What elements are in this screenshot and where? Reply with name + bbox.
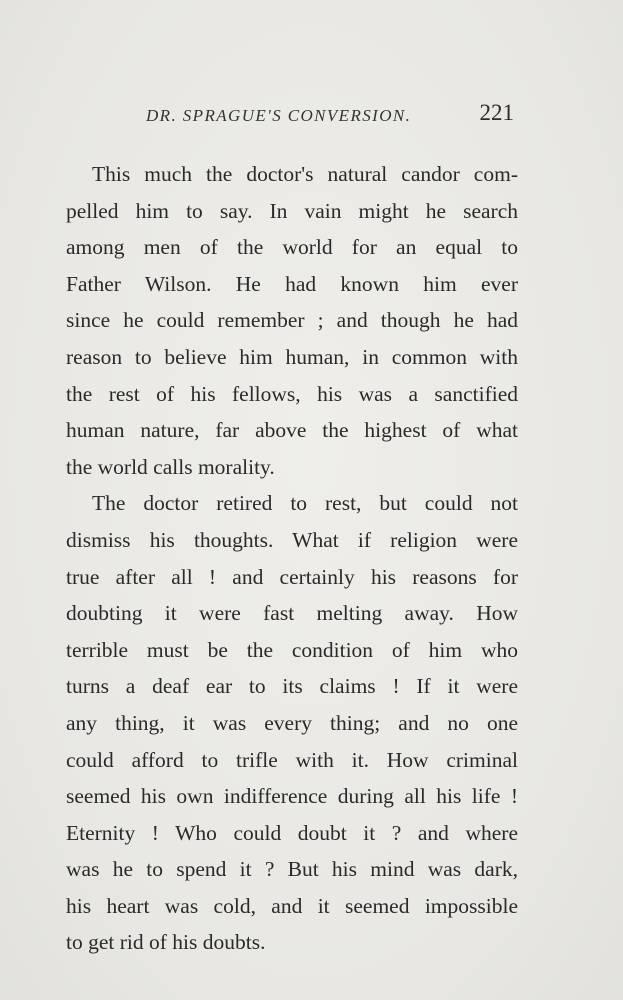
text-line: The doctor retired to rest, but could not bbox=[92, 491, 518, 516]
text-line: any thing, it was every thing; and no one bbox=[66, 710, 518, 735]
text-line: his heart was cold, and it seemed impossible bbox=[66, 893, 518, 918]
paragraph bbox=[66, 156, 518, 485]
text-line: reason to believe him human, in common with bbox=[66, 344, 518, 369]
text-line: to get rid of his doubts. bbox=[66, 930, 266, 955]
text-line: turns a deaf ear to its claims ! If it were bbox=[66, 674, 518, 699]
text-line: This much the doctor's natural candor com- bbox=[92, 162, 518, 186]
running-header bbox=[70, 100, 518, 132]
text-line: among men of the world for an equal to bbox=[66, 235, 518, 260]
text-line: the world calls morality. bbox=[66, 454, 275, 479]
text-line: human nature, far above the highest of what bbox=[66, 418, 518, 443]
body-text bbox=[66, 156, 518, 961]
text-line: the rest of his fellows, his was a sanctified bbox=[66, 381, 518, 406]
text-line: since he could remember ; and though he had bbox=[66, 308, 518, 333]
page-number: 221 bbox=[479, 100, 514, 125]
text-line: could afford to trifle with it. How criminal bbox=[66, 747, 518, 772]
text-line: seemed his own indifference during all his life ! bbox=[66, 784, 518, 809]
text-line: was he to spend it ? But his mind was dark, bbox=[66, 857, 518, 882]
text-line: true after all ! and certainly his reasons for bbox=[66, 564, 518, 589]
text-line: Father Wilson. He had known him ever bbox=[66, 271, 518, 296]
text-line: doubting it were fast melting away. How bbox=[66, 601, 518, 626]
text-line: pelled him to say. In vain might he search bbox=[66, 198, 518, 223]
paragraph bbox=[66, 485, 518, 961]
text-line: Eternity ! Who could doubt it ? and where bbox=[66, 820, 518, 845]
running-title: DR. SPRAGUE'S CONVERSION. bbox=[146, 106, 412, 125]
text-line: terrible must be the condition of him who bbox=[66, 637, 518, 662]
text-line: dismiss his thoughts. What if religion were bbox=[66, 527, 518, 552]
